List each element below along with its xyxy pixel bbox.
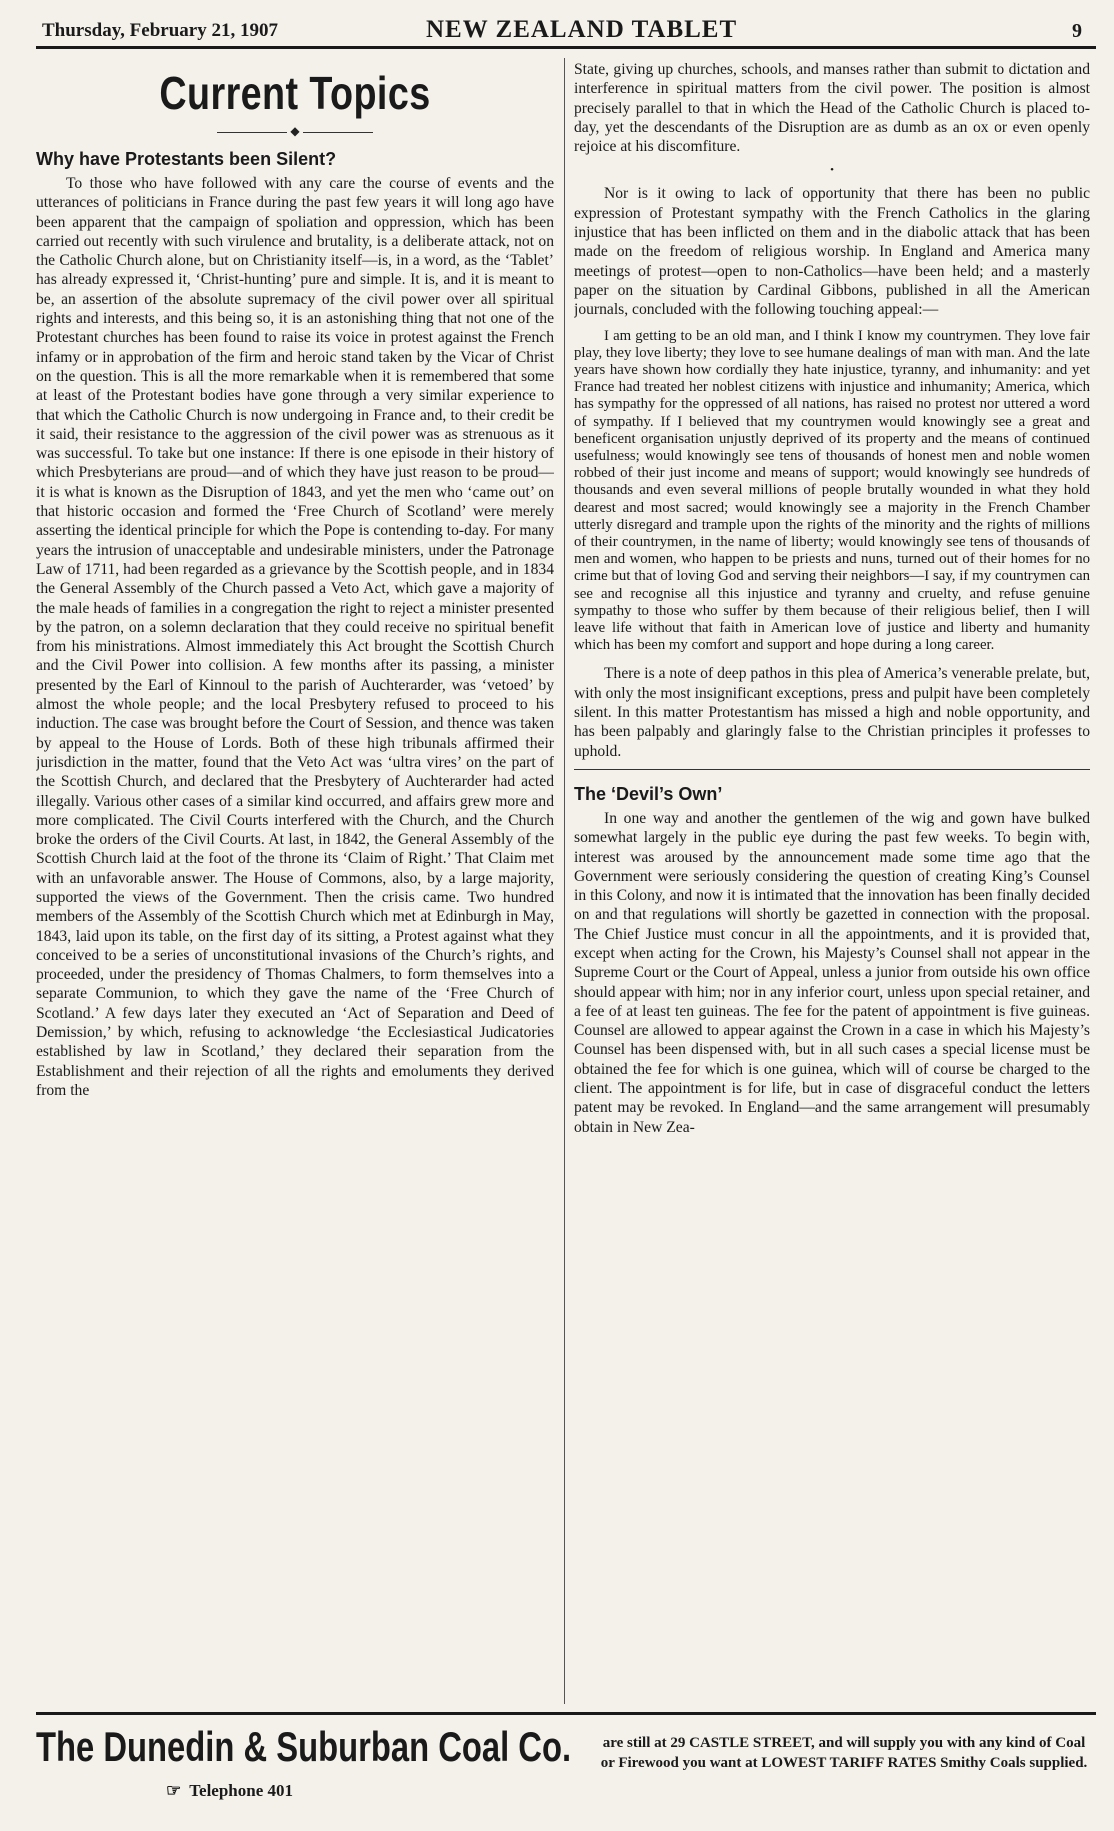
- paragraph-separator: •: [830, 164, 834, 177]
- section-divider: [574, 769, 1090, 770]
- article-paragraph: In one way and another the gentlemen of the wig and gown have bulked somewhat largely in the public eye during the past few weeks. To begin with, interest was aroused by the announcement made some time ago that the Government were seriously considering the question of creating King’s Counsel in this Colony, and now it is intimated that the innovation has been finally decided on and that regulations will shortly be gazetted in connection with the proposal. The Chief Justice must concur in all the appointments, and it is provided that, except when acting for the Crown, his Majesty’s Counsel shall not appear in the Supreme Court or the Court of Appeal, unless a junior from outside his own office should appear with him; nor in any inferior court, unless upon special retainer, and a fee of at least ten guineas. The fee for the patent of appointment is five guineas. Counsel are allowed to appear against the Crown in a case in which his Majesty’s Counsel has been dispensed with, but in all such cases a special license must be obtained the fee for which is one guinea, which will of course be charged to the client. The appointment is for life, but in case of disgraceful conduct the letters patent may be revoked. In England—and the same arrangement will presumably obtain in New Zea-: [574, 809, 1090, 1136]
- newspaper-title: NEW ZEALAND TABLET: [426, 16, 738, 43]
- page-number: 9: [1072, 20, 1082, 42]
- telephone-label: Telephone 401: [189, 1781, 294, 1800]
- column-rule: [564, 58, 565, 1704]
- article-paragraph: There is a note of deep pathos in this plea of America’s venerable prelate, but, with only the most insignificant exceptions, press and pulpit have been completely silent. In this matter Protestantism has missed a high and noble opportunity, and has been palpably and glaringly false to the Christian principles it professes to uphold.: [574, 665, 1090, 760]
- devils-own-title: The ‘Devil’s Own’: [574, 783, 723, 804]
- issue-date: Thursday, February 21, 1907: [42, 20, 278, 41]
- left-column: [36, 60, 554, 1692]
- pointing-hand-icon: ☞: [166, 1781, 182, 1800]
- masthead: [36, 12, 1096, 49]
- diamond-ornament-icon: ◆: [290, 124, 300, 138]
- right-column: [574, 60, 1090, 1692]
- current-topics-heading: Current Topics: [159, 67, 431, 119]
- coal-company-advert: [36, 1712, 1096, 1819]
- article-paragraph: State, giving up churches, schools, and manses rather than submit to dictation and interference in spiritual matters from the civil power. The position is almost precisely parallel to that in which the Head of the Catholic Church is placed to-day, yet the descendants of the Disruption are as dumb as an ox or even openly rejoice at his discomfiture.: [574, 61, 1090, 156]
- article-paragraph: Nor is it owing to lack of opportunity that there has been no public expression of Protestant sympathy with the French Catholics in the glaring injustice that has been inflicted on them and in the diabolic attack that has been made on the freedom of religious worship. In England and America many meetings of protest—open to non-Catholics—have been held; and a masterly paper on the situation by Cardinal Gibbons, published in all the American journals, concluded with the following touching appeal:—: [574, 185, 1090, 319]
- gibbons-quote: I am getting to be an old man, and I think I know my countrymen. They love fair play, they love liberty; they love to see humane dealings of man with man. And the late years have shown how cordially they hate injustice, tyranny, and inhumanity: and yet France had treated her noblest citizens with injustice and inhumanity; America, which has sympathy for the oppressed of all nations, has raised no protest nor uttered a word of sympathy. If I believed that my countrymen would knowingly see a great and beneficent organisation unjustly deprived of its property and the means of continued usefulness; would knowingly see tens of thousands of honest men and noble women robbed of their just income and means of support; would knowingly see hundreds of thousands and even several millions of people brutally wounded in what they hold dearest and most sacred; would knowingly see a majority in the French Chamber utterly disregard and trample upon the rights of the minority and the rights of millions of their countrymen, in the name of liberty; would knowingly see tens of thousands of men and women, who happen to be priests and nuns, turned out of their homes for no crime but that of loving God and serving their neighbors—I say, if my countrymen can see and recognise all this injustice and tyranny and cruelty, and refuse genuine sympathy to those who suffer by them because of their religious belief, then I will leave life without that faith in American love of justice and liberty and humanity which has been my comfort and support and hope during a long career.: [574, 327, 1090, 654]
- heading-ornament: [36, 124, 554, 139]
- advert-telephone: [166, 1781, 293, 1801]
- protestants-silent-title: Why have Protestants been Silent?: [36, 149, 337, 169]
- advert-text: are still at 29 CASTLE STREET, and will supply you with any kind of Coal or Firewood you want at LOWEST TARIFF RATES Smithy Coals supplied.: [600, 1735, 1088, 1771]
- advert-company-name: The Dunedin & Suburban Coal Co.: [36, 1723, 572, 1770]
- article-paragraph: To those who have followed with any care the course of events and the utterances of politicians in France during the past few years it will long ago have been apparent that the campaign of spoliation and oppression, which has been carried out recently with such virulence and brutality, is a deliberate attack, not on the Catholic Church alone, but on Christianity itself—is, in a word, as the ‘Tablet’ has already expressed it, ‘Christ-hunting’ pure and simple. It is, and it is meant to be, an assertion of the absolute supremacy of the civil power over all spiritual rights and interests, and this being so, it is an astonishing thing that not one of the Protestant churches has been found to raise its voice in protest against the French infamy or in approbation of the firm and heroic stand taken by the Vicar of Christ on the question. This is all the more remarkable when it is remembered that some at least of the Protestant bodies have gone through a very similar experience to that which the Catholic Church is now undergoing in France and, to their credit be it said, their resistance to the aggression of the civil power was as strenuous as it was successful. To take but one instance: If there is one episode in their history of which Presbyterians are proud—and of which they have just reason to be proud—it is what is known as the Disruption of 1843, and yet the men who ‘came out’ on that historic occasion and formed the ‘Free Church of Scotland’ were merely asserting the identical principle for which the Pope is contending to-day. For many years the intrusion of unacceptable and undesirable ministers, under the Patronage Law of 1711, had been regarded as a grievance by the Scottish people, and in 1834 the General Assembly of the Church passed a Veto Act, which gave a majority of the male heads of families in a congregation the right to reject a minister presented by the patron, on a solemn declaration that they could receive no spiritual benefit from his ministrations. Almost immediately this Act brought the Scottish Church and the Civil Power into collision. A few months after its passing, a minister presented by the Earl of Kinnoul to the parish of Auchterarder, was ‘vetoed’ by almost the whole people; and the local Presbytery refused to proceed to his induction. The case was brought before the Court of Session, and thence was taken by appeal to the House of Lords. Both of these high tribunals affirmed their jurisdiction in the matter, found that the Veto Act was ‘ultra vires’ on the part of the Scottish Church, and declared that the Presbytery of Auchterarder had acted illegally. Various other cases of a similar kind occurred, and affairs grew more and more complicated. The Civil Courts interfered with the Church, and the Church broke the orders of the Civil Courts. At last, in 1842, the General Assembly of the Scottish Church laid at the foot of the throne its ‘Claim of Right.’ That Claim met with an unfavorable answer. The House of Commons, also, by a large majority, supported the views of the Government. Then the crisis came. Two hundred members of the Assembly of the Scottish Church which met at Edinburgh in May, 1843, laid upon its table, on the first day of its sitting, a Protest against what they conceived to be a series of unconstitutional invasions of the Church’s rights, and proceeded, under the presidency of Thomas Chalmers, to form themselves into a separate Communion, to which they gave the name of the ‘Free Church of Scotland.’ A few days later they executed an ‘Act of Separation and Deed of Demission,’ by which, refusing to acknowledge ‘the Ecclesiastical Judicatories established by law in Scotland,’ they declared their separation from the Establishment and their rejection of all the rights and emoluments they derived from the: [36, 175, 554, 1099]
